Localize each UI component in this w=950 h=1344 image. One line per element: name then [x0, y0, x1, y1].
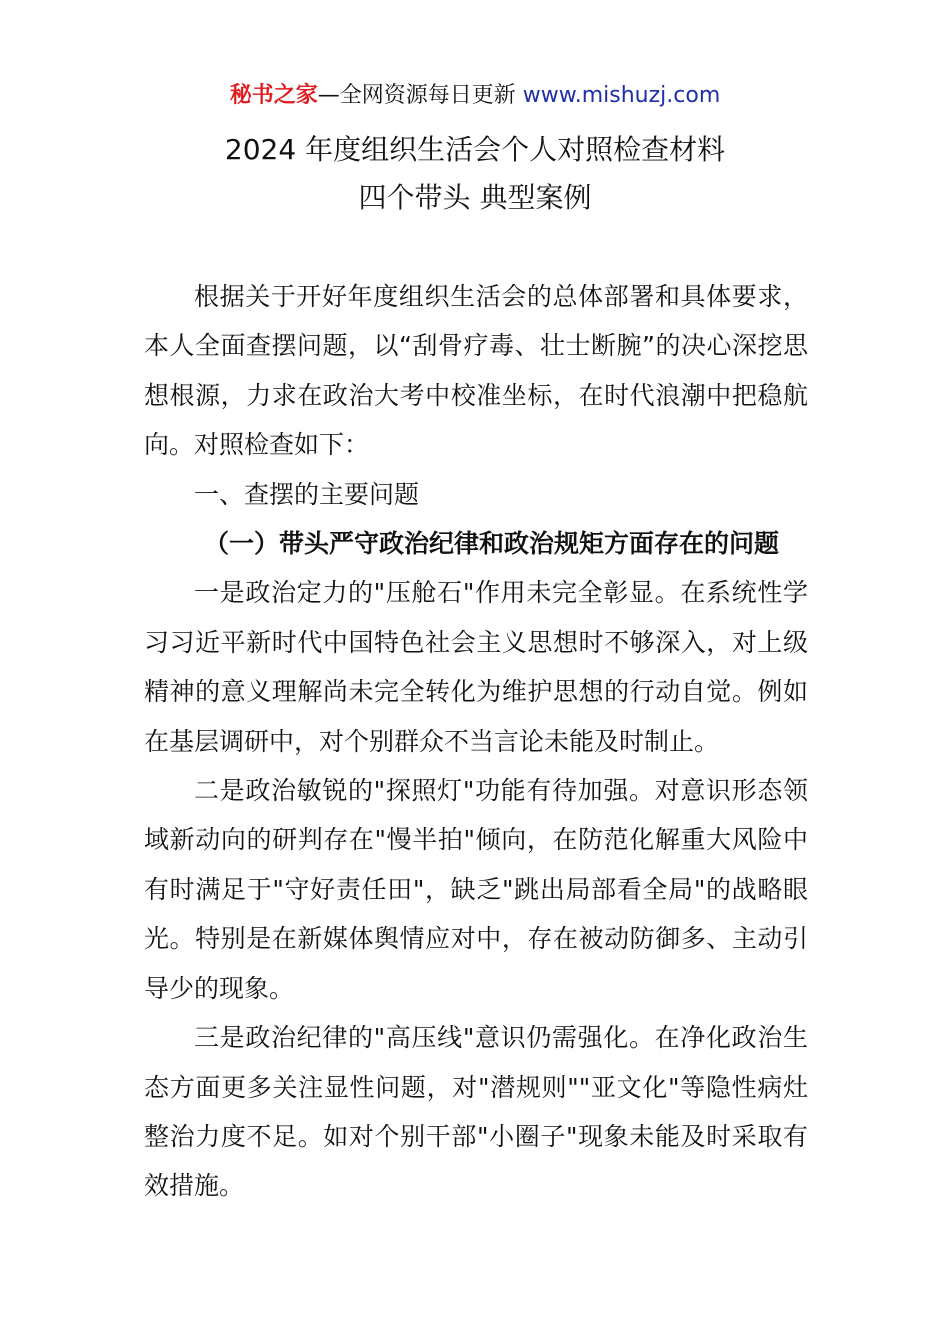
- site-header: [0, 80, 950, 112]
- issue-paragraph-3: 三是政治纪律的"高压线"意识仍需强化。在净化政治生态方面更多关注显性问题，对"潜规则""亚文化"等隐性病灶整治力度不足。如对个别干部"小圈子"现象未能及时采取有效措施。: [144, 1023, 808, 1201]
- document-title: 2024 年度组织生活会个人对照检查材料: [224, 133, 726, 166]
- site-tagline: —全网资源每日更新: [317, 83, 523, 108]
- subsection-heading: （一）带头严守政治纪律和政治规矩方面存在的问题: [204, 529, 780, 559]
- document-subtitle: 四个带头 典型案例: [358, 181, 592, 214]
- issue-paragraph-2: 二是政治敏锐的"探照灯"功能有待加强。对意识形态领域新动向的研判存在"慢半拍"倾向，在防范化解重大风险中有时满足于"守好责任田"，缺乏"跳出局部看全局"的战略眼光。特别是在新媒体舆情应对中，存在被动防御多、主动引导少的现象。: [144, 776, 808, 1003]
- document-body: [144, 272, 808, 1211]
- site-brand: 秘书之家: [229, 83, 318, 108]
- issue-paragraph-1: 一是政治定力的"压舱石"作用未完全彰显。在系统性学习习近平新时代中国特色社会主义思想时不够深入，对上级精神的意义理解尚未完全转化为维护思想的行动自觉。例如在基层调研中，对个别群众不当言论未能及时制止。: [144, 578, 808, 756]
- intro-paragraph: 根据关于开好年度组织生活会的总体部署和具体要求，本人全面查摆问题，以“刮骨疗毒、壮士断腕”的决心深挖思想根源，力求在政治大考中校准坐标，在时代浪潮中把稳航向。对照检查如下：: [144, 282, 808, 460]
- section-heading: 一、查摆的主要问题: [194, 479, 420, 509]
- site-url-link[interactable]: www.mishuzj.com: [522, 83, 721, 108]
